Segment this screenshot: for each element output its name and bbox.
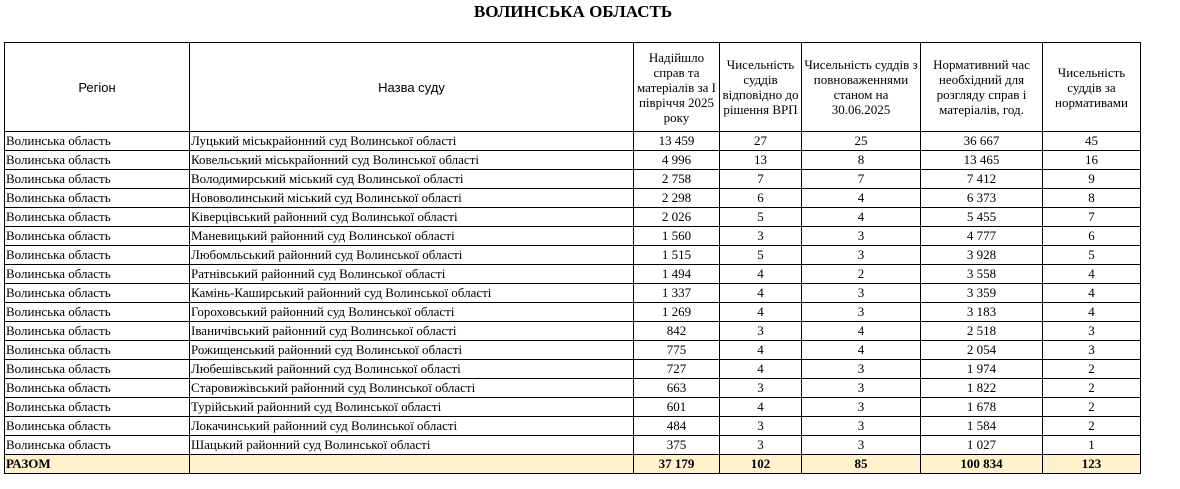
cell-region: Волинська область bbox=[5, 398, 190, 417]
cell-normative-hours: 3 928 bbox=[921, 246, 1043, 265]
cell-court-name: Шацький районний суд Волинської області bbox=[190, 436, 634, 455]
cell-cases-received: 842 bbox=[634, 322, 720, 341]
cell-region: Волинська область bbox=[5, 379, 190, 398]
cell-region: Волинська область bbox=[5, 132, 190, 151]
cell-region: Волинська область bbox=[5, 341, 190, 360]
cell-judges-vrp: 4 bbox=[720, 284, 802, 303]
total-normative-judges: 123 bbox=[1043, 455, 1141, 474]
cell-judges-empowered: 3 bbox=[802, 303, 921, 322]
column-header-court-name: Назва суду bbox=[190, 43, 634, 132]
table-row bbox=[5, 341, 1141, 360]
cell-cases-received: 13 459 bbox=[634, 132, 720, 151]
cell-cases-received: 663 bbox=[634, 379, 720, 398]
total-row bbox=[5, 455, 1141, 474]
table-row bbox=[5, 303, 1141, 322]
cell-region: Волинська область bbox=[5, 417, 190, 436]
cell-normative-hours: 2 518 bbox=[921, 322, 1043, 341]
table-row bbox=[5, 170, 1141, 189]
cell-court-name: Нововолинський міський суд Волинської області bbox=[190, 189, 634, 208]
cell-court-name: Камінь-Каширський районний суд Волинської області bbox=[190, 284, 634, 303]
cell-normative-judges: 7 bbox=[1043, 208, 1141, 227]
cell-normative-judges: 6 bbox=[1043, 227, 1141, 246]
cell-cases-received: 1 515 bbox=[634, 246, 720, 265]
cell-judges-vrp: 3 bbox=[720, 436, 802, 455]
cell-cases-received: 2 298 bbox=[634, 189, 720, 208]
cell-cases-received: 2 026 bbox=[634, 208, 720, 227]
cell-court-name: Любешівський районний суд Волинської області bbox=[190, 360, 634, 379]
cell-region: Волинська область bbox=[5, 265, 190, 284]
cell-cases-received: 4 996 bbox=[634, 151, 720, 170]
cell-normative-hours: 13 465 bbox=[921, 151, 1043, 170]
cell-court-name: Володимирський міський суд Волинської області bbox=[190, 170, 634, 189]
cell-cases-received: 375 bbox=[634, 436, 720, 455]
cell-normative-hours: 5 455 bbox=[921, 208, 1043, 227]
table-row bbox=[5, 151, 1141, 170]
table-row bbox=[5, 398, 1141, 417]
table-row bbox=[5, 379, 1141, 398]
cell-normative-judges: 3 bbox=[1043, 341, 1141, 360]
cell-cases-received: 1 269 bbox=[634, 303, 720, 322]
courts-table bbox=[4, 42, 1141, 474]
table-row bbox=[5, 227, 1141, 246]
cell-normative-judges: 16 bbox=[1043, 151, 1141, 170]
cell-cases-received: 484 bbox=[634, 417, 720, 436]
cell-judges-empowered: 3 bbox=[802, 360, 921, 379]
cell-normative-judges: 4 bbox=[1043, 303, 1141, 322]
cell-cases-received: 727 bbox=[634, 360, 720, 379]
cell-judges-vrp: 4 bbox=[720, 303, 802, 322]
total-label: РАЗОМ bbox=[5, 455, 190, 474]
cell-cases-received: 2 758 bbox=[634, 170, 720, 189]
cell-normative-hours: 1 974 bbox=[921, 360, 1043, 379]
table-row bbox=[5, 436, 1141, 455]
cell-judges-vrp: 5 bbox=[720, 246, 802, 265]
cell-court-name: Ківерцівський районний суд Волинської області bbox=[190, 208, 634, 227]
cell-cases-received: 1 494 bbox=[634, 265, 720, 284]
cell-judges-vrp: 4 bbox=[720, 360, 802, 379]
cell-court-name: Маневицький районний суд Волинської області bbox=[190, 227, 634, 246]
cell-region: Волинська область bbox=[5, 189, 190, 208]
cell-court-name: Рожищенський районний суд Волинської області bbox=[190, 341, 634, 360]
cell-normative-judges: 9 bbox=[1043, 170, 1141, 189]
cell-judges-empowered: 3 bbox=[802, 417, 921, 436]
table-header-row bbox=[5, 43, 1141, 132]
cell-normative-judges: 1 bbox=[1043, 436, 1141, 455]
cell-normative-judges: 3 bbox=[1043, 322, 1141, 341]
cell-region: Волинська область bbox=[5, 170, 190, 189]
cell-region: Волинська область bbox=[5, 208, 190, 227]
cell-judges-vrp: 3 bbox=[720, 379, 802, 398]
cell-judges-empowered: 4 bbox=[802, 341, 921, 360]
cell-court-name: Старовижівський районний суд Волинської області bbox=[190, 379, 634, 398]
cell-normative-hours: 3 183 bbox=[921, 303, 1043, 322]
column-header-region: Регіон bbox=[5, 43, 190, 132]
cell-judges-empowered: 3 bbox=[802, 436, 921, 455]
cell-normative-hours: 6 373 bbox=[921, 189, 1043, 208]
cell-judges-vrp: 6 bbox=[720, 189, 802, 208]
cell-cases-received: 1 560 bbox=[634, 227, 720, 246]
total-cases: 37 179 bbox=[634, 455, 720, 474]
cell-judges-empowered: 3 bbox=[802, 246, 921, 265]
cell-normative-judges: 4 bbox=[1043, 284, 1141, 303]
cell-court-name: Турійський районний суд Волинської області bbox=[190, 398, 634, 417]
cell-normative-hours: 2 054 bbox=[921, 341, 1043, 360]
table-row bbox=[5, 360, 1141, 379]
column-header-normative-hours: Нормативний час необхідний для розгляду справ і матеріалів, год. bbox=[921, 43, 1043, 132]
cell-court-name: Гороховський районний суд Волинської області bbox=[190, 303, 634, 322]
table-row bbox=[5, 284, 1141, 303]
cell-judges-empowered: 4 bbox=[802, 322, 921, 341]
cell-region: Волинська область bbox=[5, 303, 190, 322]
cell-judges-empowered: 7 bbox=[802, 170, 921, 189]
cell-normative-hours: 4 777 bbox=[921, 227, 1043, 246]
cell-normative-hours: 1 584 bbox=[921, 417, 1043, 436]
total-judges-vrp: 102 bbox=[720, 455, 802, 474]
cell-court-name: Іваничівський районний суд Волинської області bbox=[190, 322, 634, 341]
cell-normative-hours: 1 678 bbox=[921, 398, 1043, 417]
cell-judges-empowered: 4 bbox=[802, 208, 921, 227]
cell-judges-vrp: 3 bbox=[720, 227, 802, 246]
cell-judges-empowered: 3 bbox=[802, 379, 921, 398]
cell-court-name: Любомльський районний суд Волинської області bbox=[190, 246, 634, 265]
cell-judges-vrp: 3 bbox=[720, 322, 802, 341]
table-row bbox=[5, 322, 1141, 341]
cell-normative-judges: 5 bbox=[1043, 246, 1141, 265]
cell-region: Волинська область bbox=[5, 246, 190, 265]
page-title: ВОЛИНСЬКА ОБЛАСТЬ bbox=[473, 2, 673, 21]
cell-normative-hours: 7 412 bbox=[921, 170, 1043, 189]
cell-region: Волинська область bbox=[5, 436, 190, 455]
cell-judges-empowered: 25 bbox=[802, 132, 921, 151]
cell-court-name: Локачинський районний суд Волинської області bbox=[190, 417, 634, 436]
cell-judges-empowered: 3 bbox=[802, 284, 921, 303]
cell-court-name: Луцький міськрайонний суд Волинської області bbox=[190, 132, 634, 151]
cell-cases-received: 775 bbox=[634, 341, 720, 360]
cell-region: Волинська область bbox=[5, 227, 190, 246]
cell-normative-judges: 4 bbox=[1043, 265, 1141, 284]
cell-court-name: Ратнівський районний суд Волинської області bbox=[190, 265, 634, 284]
cell-judges-vrp: 4 bbox=[720, 398, 802, 417]
cell-normative-judges: 2 bbox=[1043, 360, 1141, 379]
cell-normative-judges: 2 bbox=[1043, 379, 1141, 398]
column-header-judges-empowered: Чисельність суддів з повноваженнями станом на 30.06.2025 bbox=[802, 43, 921, 132]
cell-judges-empowered: 3 bbox=[802, 227, 921, 246]
table-row bbox=[5, 189, 1141, 208]
total-court-cell bbox=[190, 455, 634, 474]
table-row bbox=[5, 246, 1141, 265]
cell-region: Волинська область bbox=[5, 284, 190, 303]
column-header-normative-judges: Чисельність суддів за нормативами bbox=[1043, 43, 1141, 132]
total-judges-empowered: 85 bbox=[802, 455, 921, 474]
cell-judges-vrp: 13 bbox=[720, 151, 802, 170]
total-normative-hours: 100 834 bbox=[921, 455, 1043, 474]
cell-cases-received: 1 337 bbox=[634, 284, 720, 303]
cell-region: Волинська область bbox=[5, 151, 190, 170]
cell-normative-judges: 2 bbox=[1043, 398, 1141, 417]
cell-judges-vrp: 4 bbox=[720, 341, 802, 360]
cell-judges-vrp: 7 bbox=[720, 170, 802, 189]
column-header-judges-vrp: Чисельність суддів відповідно до рішення ВРП bbox=[720, 43, 802, 132]
table-row bbox=[5, 132, 1141, 151]
cell-normative-hours: 3 359 bbox=[921, 284, 1043, 303]
table-row bbox=[5, 265, 1141, 284]
cell-judges-empowered: 2 bbox=[802, 265, 921, 284]
table-row bbox=[5, 417, 1141, 436]
cell-normative-hours: 1 027 bbox=[921, 436, 1043, 455]
cell-normative-hours: 1 822 bbox=[921, 379, 1043, 398]
cell-cases-received: 601 bbox=[634, 398, 720, 417]
cell-region: Волинська область bbox=[5, 322, 190, 341]
cell-judges-vrp: 5 bbox=[720, 208, 802, 227]
cell-normative-hours: 36 667 bbox=[921, 132, 1043, 151]
cell-judges-empowered: 3 bbox=[802, 398, 921, 417]
cell-judges-vrp: 3 bbox=[720, 417, 802, 436]
cell-judges-vrp: 4 bbox=[720, 265, 802, 284]
cell-judges-empowered: 8 bbox=[802, 151, 921, 170]
cell-normative-judges: 45 bbox=[1043, 132, 1141, 151]
cell-judges-empowered: 4 bbox=[802, 189, 921, 208]
cell-region: Волинська область bbox=[5, 360, 190, 379]
column-header-cases-received: Надійшло справ та матеріалів за І півріччя 2025 року bbox=[634, 43, 720, 132]
cell-court-name: Ковельський міськрайонний суд Волинської області bbox=[190, 151, 634, 170]
cell-judges-vrp: 27 bbox=[720, 132, 802, 151]
cell-normative-judges: 8 bbox=[1043, 189, 1141, 208]
cell-normative-judges: 2 bbox=[1043, 417, 1141, 436]
table-row bbox=[5, 208, 1141, 227]
cell-normative-hours: 3 558 bbox=[921, 265, 1043, 284]
